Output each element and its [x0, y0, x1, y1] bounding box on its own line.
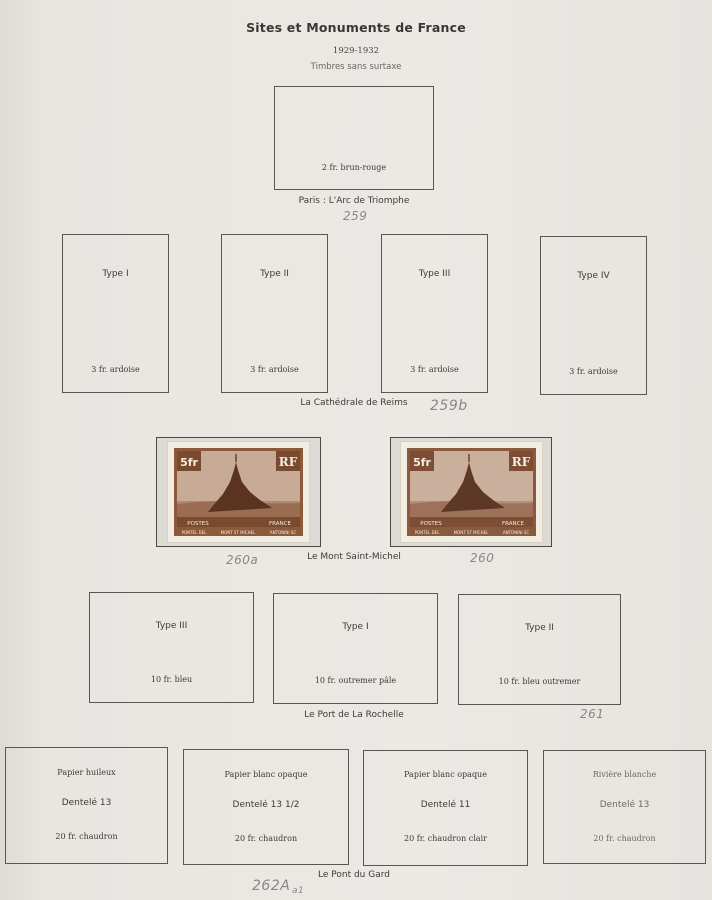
stamp-slot-gard-1 — [5, 747, 168, 864]
svg-text:RF: RF — [511, 455, 531, 469]
stamp-slot-value: 20 fr. chaudron — [593, 834, 656, 843]
stamp-slot-type: Type II — [260, 269, 289, 279]
caption-arc: Paris : L'Arc de Triomphe — [298, 196, 410, 206]
stamp-slot-value: 3 fr. ardoise — [250, 365, 299, 374]
svg-text:POSTES: POSTES — [420, 521, 442, 527]
stamp-slot-value: 20 fr. chaudron clair — [404, 834, 487, 843]
svg-text:ANTONINI SC: ANTONINI SC — [502, 530, 530, 535]
stamp-slot-perf: Dentelé 13 — [61, 798, 112, 808]
caption-rochelle: Le Port de La Rochelle — [304, 710, 404, 720]
stamp-slot-value: 3 fr. ardoise — [91, 365, 140, 374]
svg-text:RF: RF — [278, 455, 298, 469]
stamp-mount-right — [390, 437, 552, 547]
stamp-slot-reims-type2 — [221, 234, 328, 393]
page-title: Sites et Monuments de France — [246, 20, 466, 35]
stamp-slot-paper: Papier blanc opaque — [224, 770, 308, 779]
pencil-note-mont-left: 260a — [226, 553, 259, 567]
stamp-slot-value: 3 fr. ardoise — [569, 367, 618, 376]
stamp-slot-perf: Dentelé 13 — [599, 800, 650, 810]
svg-text:MONT ST MICHEL: MONT ST MICHEL — [453, 530, 489, 535]
stamp-slot-type: Type IV — [577, 271, 610, 281]
stamp-mount-left — [156, 437, 321, 547]
stamp-slot-perf: Dentelé 11 — [420, 800, 471, 810]
pencil-note-rochelle: 261 — [580, 707, 605, 721]
caption-gard: Le Pont du Gard — [318, 870, 390, 880]
stamp-slot-rochelle-type3 — [89, 592, 254, 703]
stamp-slot-paper: Rivière blanche — [592, 770, 657, 779]
svg-text:5fr: 5fr — [413, 456, 431, 469]
stamp-slot-type: Type III — [418, 269, 451, 279]
stamp-slot-value: 2 fr. brun-rouge — [321, 163, 387, 172]
stamp-slot-reims-type1 — [62, 234, 169, 393]
stamp-slot-value: 10 fr. bleu outremer — [498, 677, 581, 686]
pencil-note-gard-tail: a1 — [292, 886, 305, 896]
svg-text:FRANCE: FRANCE — [269, 521, 291, 527]
stamp-slot-arc — [274, 86, 434, 190]
stamp-slot-gard-2 — [183, 749, 349, 865]
svg-text:POSTES: POSTES — [187, 521, 209, 527]
stamp-slot-type: Type III — [155, 621, 188, 631]
stamp-engraving — [401, 442, 542, 542]
caption-reims: La Cathédrale de Reims — [300, 398, 408, 408]
stamp-slot-reims-type3 — [381, 234, 488, 393]
stamp-slot-value: 10 fr. bleu — [150, 675, 193, 684]
stamp-mont-saint-michel-b — [401, 442, 542, 542]
stamp-slot-value: 20 fr. chaudron — [55, 832, 118, 841]
svg-text:5fr: 5fr — [180, 456, 198, 469]
stamp-slot-type: Type II — [525, 623, 554, 633]
svg-text:PONTEL DEL: PONTEL DEL — [181, 530, 207, 535]
svg-text:MONT ST MICHEL: MONT ST MICHEL — [220, 530, 256, 535]
stamp-slot-rochelle-type1 — [273, 593, 438, 704]
stamp-slot-perf: Dentelé 13 1/2 — [232, 800, 300, 810]
pencil-note-reims: 259b — [430, 398, 468, 414]
stamp-slot-reims-type4 — [540, 236, 647, 395]
stamp-slot-paper: Papier huileux — [57, 768, 116, 777]
svg-text:FRANCE: FRANCE — [502, 521, 524, 527]
caption-mont: Le Mont Saint-Michel — [307, 552, 401, 562]
pencil-note-gard: 262A — [252, 878, 291, 894]
stamp-slot-value: 20 fr. chaudron — [234, 834, 298, 843]
pencil-note-arc: 259 — [343, 209, 368, 223]
stamp-slot-type: Type I — [102, 269, 129, 279]
pencil-note-mont-right: 260 — [470, 551, 495, 565]
stamp-slot-value: 3 fr. ardoise — [410, 365, 459, 374]
stamp-slot-type: Type I — [342, 622, 369, 632]
page-years: 1929-1932 — [332, 46, 380, 56]
svg-text:ANTONINI SC: ANTONINI SC — [269, 530, 297, 535]
stamp-slot-paper: Papier blanc opaque — [404, 770, 487, 779]
stamp-slot-value: 10 fr. outremer pâle — [314, 676, 397, 685]
stamp-slot-rochelle-type2 — [458, 594, 621, 705]
stamp-engraving — [168, 442, 309, 542]
stamp-mont-saint-michel-a — [168, 442, 309, 542]
stamp-slot-gard-3 — [363, 750, 528, 866]
svg-text:PONTEL DEL: PONTEL DEL — [414, 530, 440, 535]
stamp-slot-gard-4 — [543, 750, 706, 864]
page-subtitle: Timbres sans surtaxe — [310, 62, 402, 72]
